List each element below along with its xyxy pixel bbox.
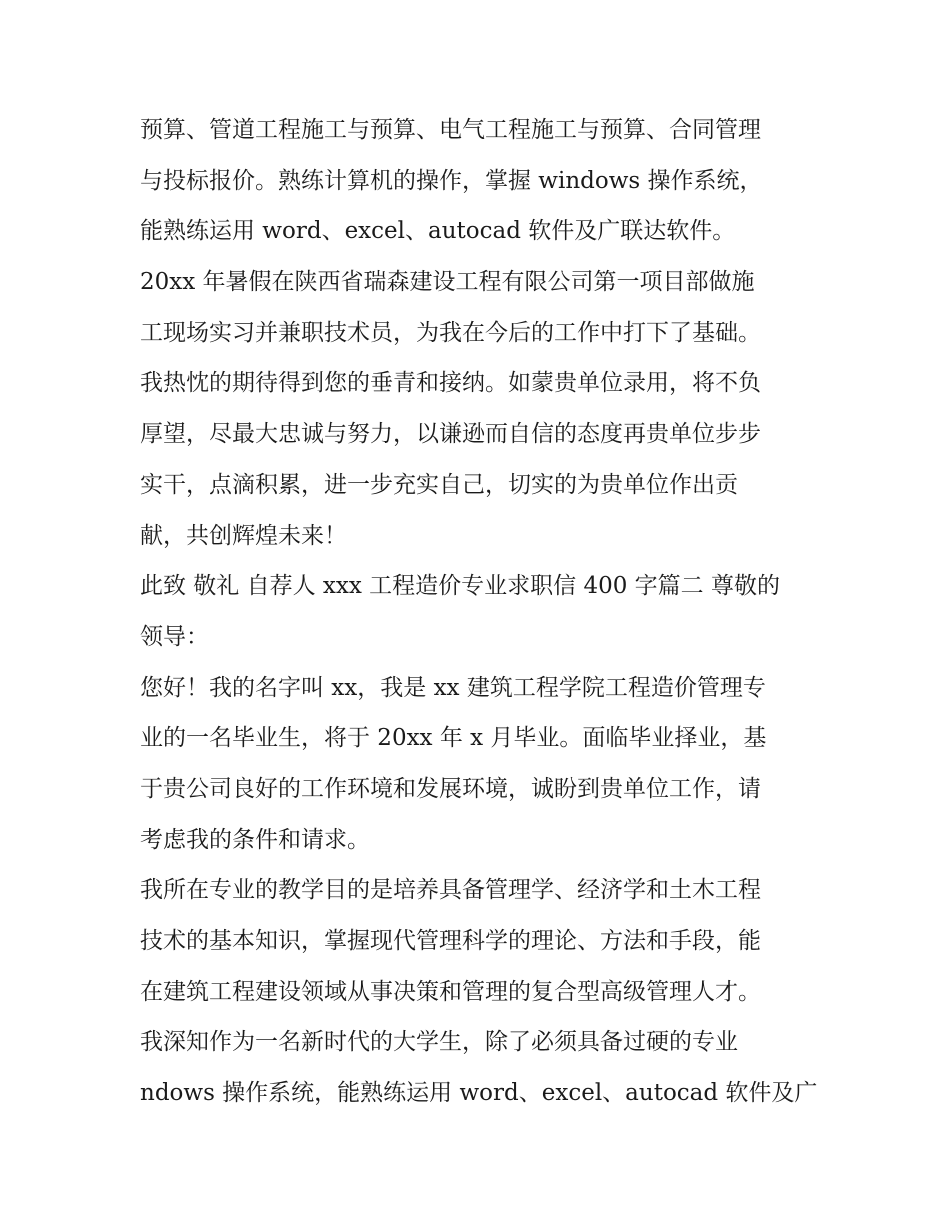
text-line: 您好！我的名字叫 xx，我是 xx 建筑工程学院工程造价管理专 <box>140 674 766 701</box>
text-line: 此致 敬礼 自荐人 xxx 工程造价专业求职信 400 字篇二 尊敬的 <box>140 573 780 600</box>
text-line: 工现场实习并兼职技术员，为我在今后的工作中打下了基础。 <box>140 319 761 346</box>
text-line: 我深知作为一名新时代的大学生，除了必须具备过硬的专业 <box>140 1029 738 1056</box>
text-line: 实干，点滴积累，进一步充实自己，切实的为贵单位作出贡 <box>140 471 738 498</box>
text-line: 我所在专业的教学目的是培养具备管理学、经济学和土木工程 <box>140 877 761 904</box>
text-line: 业的一名毕业生，将于 20xx 年 x 月毕业。面临毕业择业，基 <box>140 725 767 752</box>
text-line: 预算、管道工程施工与预算、电气工程施工与预算、合同管理 <box>140 117 761 143</box>
text-line: ndows 操作系统，能熟练运用 word、excel、autocad 软件及广 <box>140 1080 818 1107</box>
text-line: 我热忱的期待得到您的垂青和接纳。如蒙贵单位录用，将不负 <box>140 370 761 397</box>
text-line: 在建筑工程建设领域从事决策和管理的复合型高级管理人才。 <box>140 978 761 1005</box>
text-line: 考虑我的条件和请求。 <box>140 826 370 853</box>
text-line: 技术的基本知识，掌握现代管理科学的理论、方法和手段，能 <box>140 928 761 954</box>
text-line: 献，共创辉煌未来！ <box>140 522 347 549</box>
text-line: 能熟练运用 word、excel、autocad 软件及广联达软件。 <box>140 218 736 245</box>
text-line: 20xx 年暑假在陕西省瑞森建设工程有限公司第一项目部做施 <box>140 269 755 296</box>
text-line: 于贵公司良好的工作环境和发展环境，诚盼到贵单位工作，请 <box>140 775 761 802</box>
text-line: 与投标报价。熟练计算机的操作，掌握 windows 操作系统， <box>140 167 763 194</box>
text-line: 厚望，尽最大忠诚与努力，以谦逊而自信的态度再贵单位步步 <box>140 421 761 448</box>
document-body <box>140 105 820 1119</box>
text-line: 领导： <box>140 623 209 650</box>
